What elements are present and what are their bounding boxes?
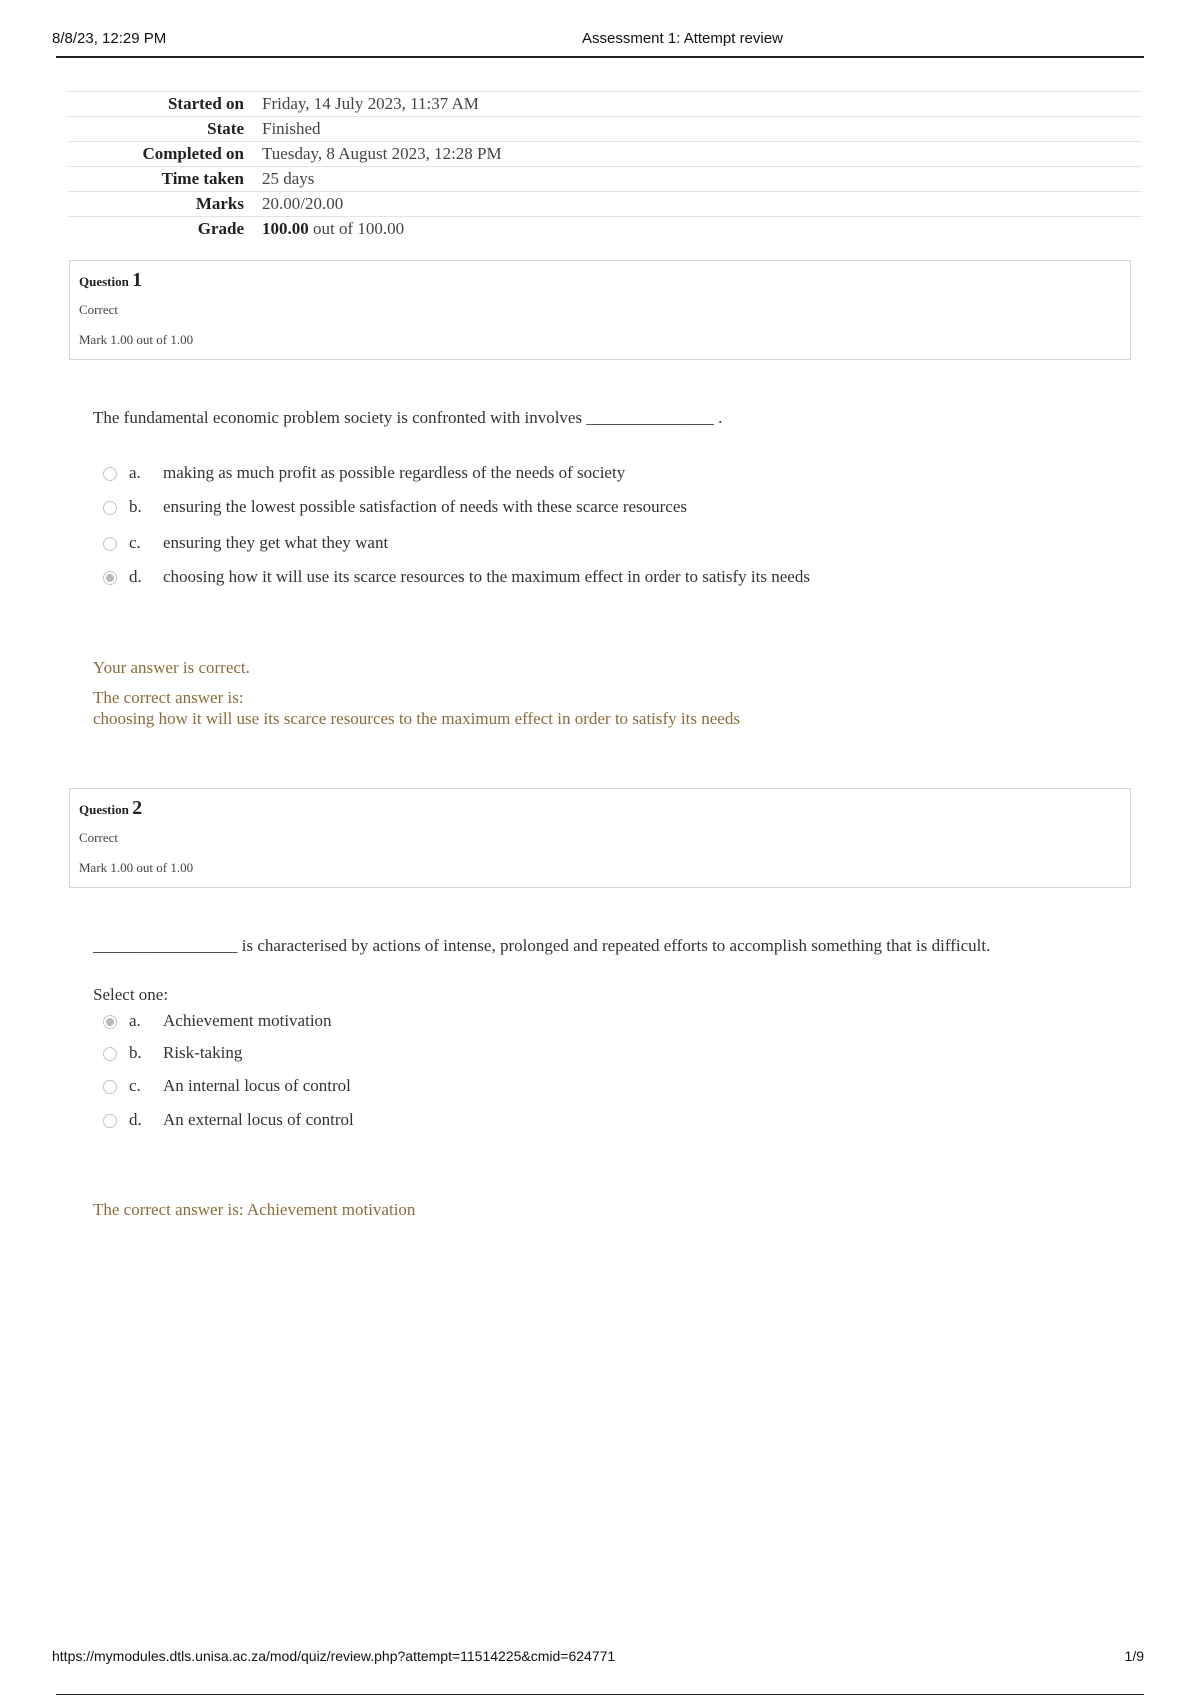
feedback-right-answer-label: The correct answer is: bbox=[93, 688, 244, 707]
question-number bbox=[79, 797, 142, 820]
summary-value: Finished bbox=[262, 119, 321, 138]
select-one-prompt: Select one: bbox=[93, 985, 169, 1004]
grade-value: 100.00 bbox=[262, 219, 309, 238]
feedback-general: Your answer is correct. bbox=[93, 658, 250, 677]
summary-value: Friday, 14 July 2023, 11:37 AM bbox=[262, 94, 479, 113]
radio-button[interactable] bbox=[103, 1114, 117, 1128]
radio-button-checked[interactable] bbox=[103, 1015, 117, 1029]
print-datetime: 8/8/23, 12:29 PM bbox=[52, 30, 167, 47]
option-letter: b. bbox=[129, 497, 142, 516]
print-footer bbox=[52, 1648, 1144, 1672]
option-letter: b. bbox=[129, 1043, 142, 1062]
feedback-right-answer: choosing how it will use its scarce resources to the maximum effect in order to satisfy its needs bbox=[93, 709, 740, 728]
radio-button[interactable] bbox=[103, 1047, 117, 1061]
option-letter: c. bbox=[129, 533, 141, 552]
question-1-info bbox=[69, 260, 1131, 360]
grade-out-of: out of 100.00 bbox=[308, 219, 405, 238]
option-letter: c. bbox=[129, 1076, 141, 1095]
radio-button[interactable] bbox=[103, 537, 117, 551]
summary-row-started bbox=[68, 92, 1142, 117]
radio-button[interactable] bbox=[103, 501, 117, 515]
question-1-text: The fundamental economic problem society is confronted with involves _______________ . bbox=[93, 408, 723, 427]
summary-label: State bbox=[207, 119, 244, 138]
page-url: https://mymodules.dtls.unisa.ac.za/mod/quiz/review.php?attempt=11514225&cmid=624771 bbox=[52, 1648, 616, 1664]
radio-button[interactable] bbox=[103, 1080, 117, 1094]
summary-value bbox=[262, 217, 1142, 242]
option-letter: d. bbox=[129, 1110, 142, 1129]
question-number-value: 2 bbox=[132, 797, 143, 819]
summary-row-state bbox=[68, 117, 1142, 142]
option-letter: d. bbox=[129, 567, 142, 586]
radio-button-checked[interactable] bbox=[103, 571, 117, 585]
summary-label: Time taken bbox=[161, 169, 244, 188]
radio-button[interactable] bbox=[103, 467, 117, 481]
option-text: ensuring they get what they want bbox=[163, 533, 389, 552]
summary-value: 25 days bbox=[262, 169, 315, 188]
question-2-text: _________________ is characterised by actions of intense, prolonged and repeated efforts to accomplish something that is difficult. bbox=[93, 936, 991, 955]
summary-label: Marks bbox=[195, 194, 244, 213]
summary-label: Started on bbox=[167, 94, 244, 113]
option-text: An external locus of control bbox=[163, 1110, 354, 1129]
option-text: An internal locus of control bbox=[163, 1076, 351, 1095]
option-text: ensuring the lowest possible satisfaction of needs with these scarce resources bbox=[163, 497, 688, 516]
question-state: Correct bbox=[79, 830, 118, 845]
summary-value: Tuesday, 8 August 2023, 12:28 PM bbox=[262, 144, 502, 163]
print-title: Assessment 1: Attempt review bbox=[582, 30, 783, 47]
print-header bbox=[52, 28, 1144, 56]
question-mark: Mark 1.00 out of 1.00 bbox=[79, 332, 194, 347]
question-label: Question bbox=[79, 802, 129, 817]
footer-divider bbox=[56, 1694, 1144, 1695]
summary-row-marks bbox=[68, 192, 1142, 217]
option-letter: a. bbox=[129, 1011, 141, 1030]
option-text: choosing how it will use its scarce resources to the maximum effect in order to satisfy its needs bbox=[163, 567, 810, 586]
feedback-right-answer: The correct answer is: Achievement motivation bbox=[93, 1200, 416, 1219]
question-mark: Mark 1.00 out of 1.00 bbox=[79, 860, 194, 875]
header-divider bbox=[56, 56, 1144, 58]
summary-label: Grade bbox=[197, 219, 244, 238]
question-number-value: 1 bbox=[132, 269, 143, 291]
attempt-summary-table bbox=[68, 91, 1142, 241]
page-number: 1/9 bbox=[1124, 1648, 1144, 1664]
summary-row-grade bbox=[68, 217, 1142, 242]
summary-row-completed bbox=[68, 142, 1142, 167]
summary-label: Completed on bbox=[142, 144, 244, 163]
option-text: Risk-taking bbox=[163, 1043, 243, 1062]
option-text: Achievement motivation bbox=[163, 1011, 332, 1030]
question-2-info bbox=[69, 788, 1131, 888]
question-label: Question bbox=[79, 274, 129, 289]
summary-value: 20.00/20.00 bbox=[262, 194, 344, 213]
summary-row-time-taken bbox=[68, 167, 1142, 192]
option-text: making as much profit as possible regardless of the needs of society bbox=[163, 463, 626, 482]
question-number bbox=[79, 269, 142, 292]
option-letter: a. bbox=[129, 463, 141, 482]
question-state: Correct bbox=[79, 302, 118, 317]
